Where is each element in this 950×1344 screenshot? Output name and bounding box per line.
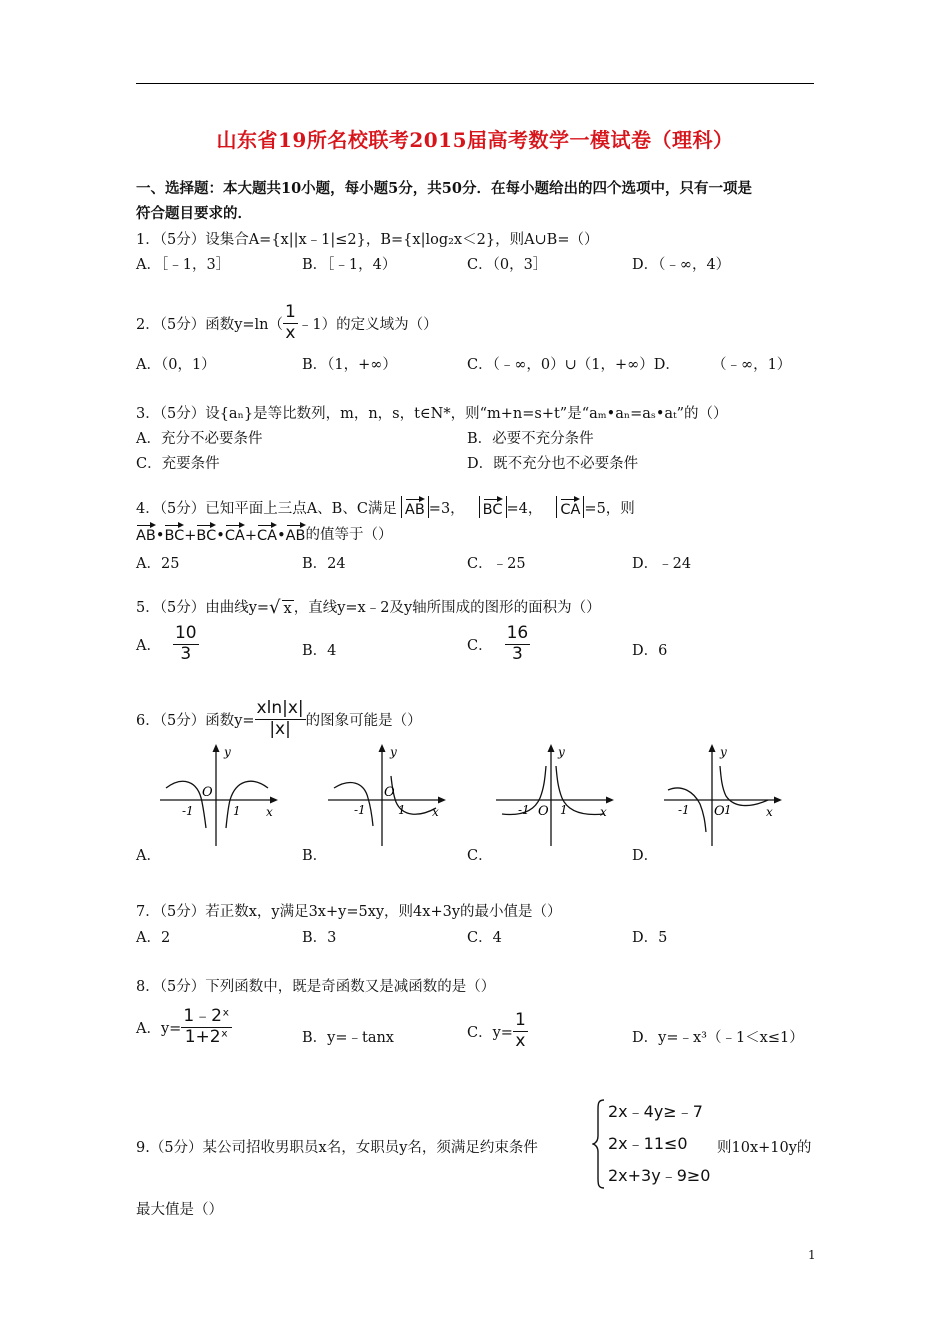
vector-bc-1: BC xyxy=(164,522,184,544)
question-3-option-b: B．必要不充分条件 xyxy=(467,431,594,447)
graph-option-c xyxy=(496,742,616,847)
question-6-frac-den: |x| xyxy=(269,718,291,739)
graph-b-x-arrow xyxy=(438,797,446,804)
question-8-option-a xyxy=(136,1008,232,1047)
graph-d-tick-neg: -1 xyxy=(678,803,690,817)
graph-c-y-arrow xyxy=(548,744,555,752)
vector-ab: AB xyxy=(405,496,425,518)
graph-d-y-label: y xyxy=(720,745,727,759)
question-8-stem: 8．（5分）下列函数中，既是奇函数又是减函数的是（） xyxy=(136,979,496,995)
header-rule xyxy=(136,83,814,84)
question-8-option-c-label: C．y= xyxy=(467,1024,513,1041)
page-number: 1 xyxy=(808,1248,816,1262)
question-5-stem-post: ，直线y=x﹣2及y轴所围成的图形的面积为（） xyxy=(293,600,601,616)
question-2-option-d: （﹣∞，1） xyxy=(712,357,792,373)
norm-ab xyxy=(401,496,429,518)
question-6-fraction xyxy=(255,700,306,739)
question-9-line2: 最大值是（） xyxy=(136,1202,223,1218)
norm-bc xyxy=(479,496,507,518)
question-5-option-a-den: 3 xyxy=(180,643,192,664)
question-5-option-a-label: A． xyxy=(136,637,161,654)
graph-d-tick-pos: 1 xyxy=(724,803,732,817)
question-1-stem: 1．（5分）设集合A={x||x﹣1|≤2}，B={x|log₂x＜2}，则A∪B=（） xyxy=(136,232,599,248)
vector-ab-2: AB xyxy=(286,522,306,544)
dot-3: • xyxy=(277,528,286,544)
graph-option-d xyxy=(664,742,784,847)
question-8-option-b: B．y=﹣tanx xyxy=(302,1030,394,1046)
question-9-stem-pre: 9.（5分）某公司招收男职员x名，女职员y名，须满足约束条件 xyxy=(136,1140,538,1156)
question-8-option-d: D．y=﹣x³（﹣1＜x≤1） xyxy=(632,1030,804,1046)
graph-a-origin: O xyxy=(202,785,213,800)
question-7-stem: 7．（5分）若正数x，y满足3x+y=5xy，则4x+3y的最小值是（） xyxy=(136,904,562,920)
graph-a-tick-pos: 1 xyxy=(233,804,241,818)
graph-d-y-arrow xyxy=(709,744,716,752)
question-2-stem-pre: 2．（5分）函数y=ln（ xyxy=(136,316,284,333)
question-8-option-a-den: 1+2ˣ xyxy=(184,1026,229,1047)
graph-c-x-arrow xyxy=(606,797,614,804)
question-6-stem xyxy=(136,700,422,739)
graph-c-tick-pos: 1 xyxy=(560,803,568,817)
graph-c-y-label: y xyxy=(558,745,565,759)
question-7-option-d: D．5 xyxy=(632,930,668,946)
question-1-option-a: A．［﹣1，3］ xyxy=(136,257,231,273)
question-6-option-d: D． xyxy=(632,848,659,864)
left-brace-icon xyxy=(592,1098,606,1190)
constraint-system xyxy=(608,1096,710,1192)
graph-b-x-label: x xyxy=(432,805,439,819)
graph-b-y-arrow xyxy=(379,744,386,752)
question-3-option-d: D．既不充分也不必要条件 xyxy=(467,456,639,472)
vector-ca-1: CA xyxy=(225,522,245,544)
norm-ca-value: =5，则 xyxy=(584,501,635,517)
question-2-option-b: B．（1，+∞） xyxy=(302,357,397,373)
question-5-stem xyxy=(136,596,601,617)
question-5-option-c xyxy=(467,625,530,664)
graph-a-y-arrow xyxy=(213,744,220,752)
graph-a-y-label: y xyxy=(224,745,231,759)
constraint-2: 2x﹣11≤0 xyxy=(608,1134,688,1153)
vector-ab-1: AB xyxy=(136,522,156,544)
question-4-option-b: B．24 xyxy=(302,556,346,572)
question-9-stem-post: 则10x+10y的 xyxy=(717,1140,812,1156)
graph-d-origin: O xyxy=(714,804,725,819)
question-6-option-c: C． xyxy=(467,848,493,864)
question-2-frac-den: x xyxy=(285,322,296,343)
question-5-option-d: D．6 xyxy=(632,643,668,659)
question-8-option-a-num: 1﹣2ˣ xyxy=(183,1006,230,1026)
question-4-option-c: C．﹣25 xyxy=(467,556,526,572)
graph-a-x-arrow xyxy=(270,797,278,804)
question-4-option-a: A．25 xyxy=(136,556,180,572)
question-2-stem xyxy=(136,304,438,343)
question-1-option-b: B．［﹣1，4） xyxy=(302,257,397,273)
plus-1: + xyxy=(184,528,197,544)
graph-d-x-arrow xyxy=(774,797,782,804)
question-8-option-c-frac xyxy=(513,1012,528,1051)
dot-2: • xyxy=(216,528,225,544)
question-5-option-c-den: 3 xyxy=(512,643,523,664)
question-5-option-a-num: 10 xyxy=(174,623,197,643)
question-5-option-a-frac xyxy=(173,625,199,664)
graph-d-x-label: x xyxy=(766,805,773,819)
vector-bc: BC xyxy=(483,496,503,518)
section-heading-line2: 符合题目要求的． xyxy=(136,205,252,222)
sqrt-sign: √ xyxy=(269,597,281,618)
question-5-option-c-frac xyxy=(505,625,531,664)
question-2-fraction xyxy=(283,304,298,343)
question-5-option-a xyxy=(136,625,199,664)
norm-ab-value: =3， xyxy=(428,501,465,517)
question-1-option-d: D．（﹣∞，4） xyxy=(632,257,731,273)
norm-bc-value: =4， xyxy=(506,501,543,517)
question-2-option-a: A．（0，1） xyxy=(136,357,216,373)
dot-1: • xyxy=(155,528,165,544)
section-heading-line1: 一、选择题：本大题共10小题，每小题5分，共50分．在每小题给出的四个选项中，只有一项是 xyxy=(136,180,752,197)
graph-option-a xyxy=(160,742,280,847)
question-5-option-c-num: 16 xyxy=(506,623,529,643)
norm-ca xyxy=(556,496,584,518)
graph-c-tick-neg: -1 xyxy=(518,803,530,817)
graph-option-b xyxy=(328,742,448,847)
question-1-option-c: C．（0，3］ xyxy=(467,257,548,273)
constraint-1: 2x﹣4y≥﹣7 xyxy=(608,1102,703,1121)
question-8-option-a-label: A．y= xyxy=(136,1020,182,1037)
question-2-frac-num: 1 xyxy=(285,302,296,322)
question-8-option-a-frac xyxy=(181,1008,231,1047)
vector-bc-2: BC xyxy=(196,522,216,544)
graph-b-origin: O xyxy=(384,785,395,800)
question-3-stem: 3．（5分）设{aₙ}是等比数列，m，n，s，t∈N*，则“m+n=s+t”是“aₘ•aₙ=aₛ•aₜ”的（） xyxy=(136,406,728,422)
question-7-option-a: A．2 xyxy=(136,930,171,946)
graph-b-y-label: y xyxy=(390,745,397,759)
constraint-3: 2x+3y﹣9≥0 xyxy=(608,1166,711,1185)
sqrt-argument: x xyxy=(283,601,292,617)
question-2-stem-post: ﹣1）的定义域为（） xyxy=(297,316,438,333)
question-3-option-c: C．充要条件 xyxy=(136,456,220,472)
graph-b-tick-neg: -1 xyxy=(354,803,366,817)
question-4-option-d: D．﹣24 xyxy=(632,556,692,572)
question-5-option-c-label: C． xyxy=(467,637,493,654)
question-4-stem-pre: 4．（5分）已知平面上三点A、B、C满足 xyxy=(136,501,397,517)
question-5-option-b: B．4 xyxy=(302,643,337,659)
question-2-option-c: C．（﹣∞，0）∪（1，+∞）D． xyxy=(467,357,680,373)
question-6-stem-pre: 6．（5分）函数y= xyxy=(136,712,255,729)
question-4-stem-line2 xyxy=(136,522,393,544)
question-6-option-a: A． xyxy=(136,848,161,864)
graph-c-origin: O xyxy=(538,804,549,819)
question-6-frac-num: xln|x| xyxy=(256,698,304,718)
graph-b-tick-pos: 1 xyxy=(398,803,406,817)
vector-ca: CA xyxy=(560,496,580,518)
question-8-option-c xyxy=(467,1012,528,1051)
question-6-option-b: B． xyxy=(302,848,328,864)
plus-2: + xyxy=(244,528,258,544)
question-3-option-a: A．充分不必要条件 xyxy=(136,431,263,447)
question-8-option-c-num: 1 xyxy=(514,1010,526,1030)
question-4-stem-line1 xyxy=(136,496,635,518)
graph-c-x-label: x xyxy=(600,805,607,819)
question-5-stem-pre: 5．（5分）由曲线y= xyxy=(136,600,270,616)
question-7-option-b: B．3 xyxy=(302,930,337,946)
vector-ca-2: CA xyxy=(257,522,277,544)
graph-a-tick-neg: -1 xyxy=(182,804,194,818)
question-6-stem-post: 的图象可能是（） xyxy=(305,712,422,729)
question-8-option-c-den: x xyxy=(515,1030,526,1051)
page-title: 山东省19所名校联考2015届高考数学一模试卷（理科） xyxy=(216,128,734,152)
question-7-option-c: C．4 xyxy=(467,930,502,946)
question-4-stem-post: 的值等于（） xyxy=(305,527,393,543)
graph-a-x-label: x xyxy=(266,805,273,819)
